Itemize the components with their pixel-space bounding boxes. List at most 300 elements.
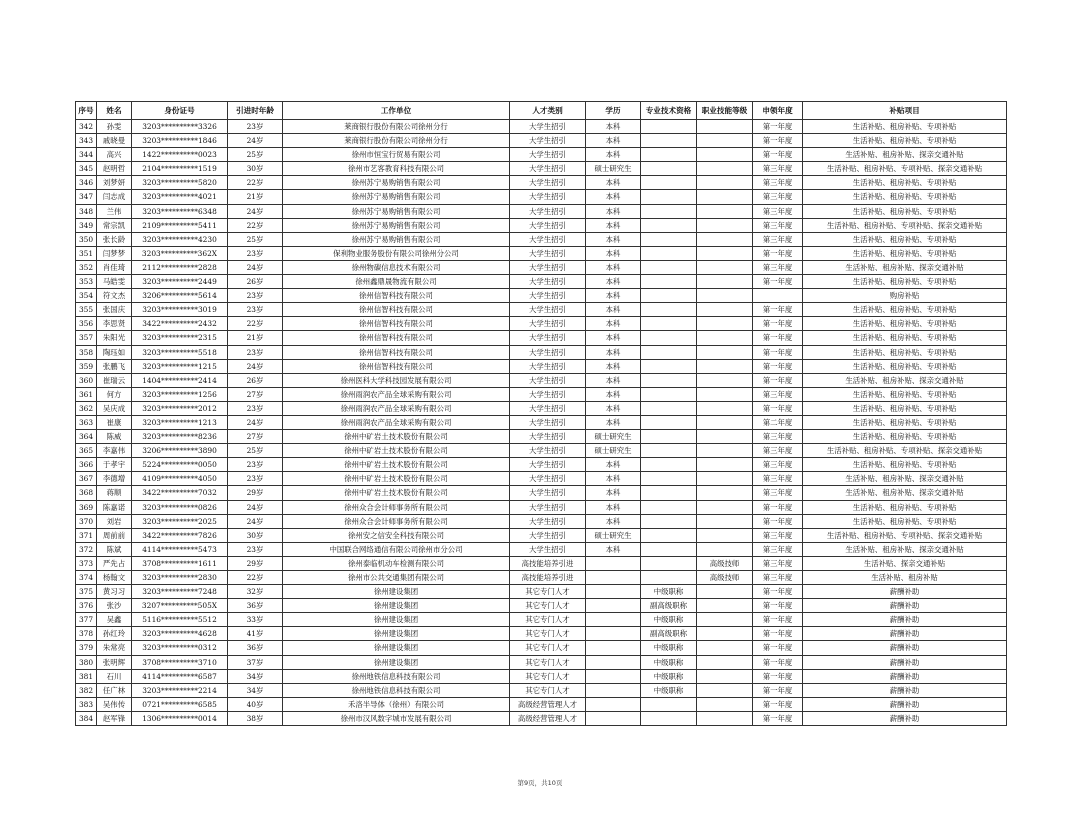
table-cell: 3203**********6348 (132, 204, 228, 218)
table-cell: 徐州建设集团 (283, 613, 510, 627)
table-cell: 40岁 (228, 697, 283, 711)
table-row (76, 585, 1007, 599)
table-cell: 3203**********2315 (132, 331, 228, 345)
table-cell: 大学生招引 (510, 331, 586, 345)
table-cell: 25岁 (228, 232, 283, 246)
table-cell: 26岁 (228, 275, 283, 289)
table-row (76, 401, 1007, 415)
table-cell: 第一年度 (753, 303, 803, 317)
table-cell: 高级技师 (697, 556, 753, 570)
table-row (76, 359, 1007, 373)
table-cell: 23岁 (228, 303, 283, 317)
table-row (76, 697, 1007, 711)
table-cell: 41岁 (228, 627, 283, 641)
table-cell: 闫志成 (97, 190, 132, 204)
table-cell (697, 528, 753, 542)
table-cell: 高级经营管理人才 (510, 697, 586, 711)
table-cell: 徐州建设集团 (283, 627, 510, 641)
table-row (76, 246, 1007, 260)
table-cell (697, 232, 753, 246)
table-cell: 356 (76, 317, 97, 331)
table-cell: 3203**********2214 (132, 683, 228, 697)
table-cell: 第一年度 (753, 683, 803, 697)
table-cell: 第一年度 (753, 246, 803, 260)
table-cell: 374 (76, 571, 97, 585)
table-cell: 黄习习 (97, 585, 132, 599)
column-header: 专业技术资格 (641, 102, 697, 120)
table-cell: 马皓雯 (97, 275, 132, 289)
table-cell: 陈威 (97, 430, 132, 444)
table-cell (697, 472, 753, 486)
table-cell: 24岁 (228, 359, 283, 373)
table-cell: 徐州地铁信息科技有限公司 (283, 683, 510, 697)
table-cell: 戚晓曼 (97, 134, 132, 148)
table-cell: 生活补贴、租房补贴、探亲交通补贴 (803, 486, 1007, 500)
table-cell: 0721**********6585 (132, 697, 228, 711)
table-cell (697, 134, 753, 148)
table-cell: 徐州中矿岩土技术股份有限公司 (283, 430, 510, 444)
table-cell: 27岁 (228, 387, 283, 401)
table-cell (641, 514, 697, 528)
table-cell: 第三年度 (753, 430, 803, 444)
table-row (76, 556, 1007, 570)
table-cell: 357 (76, 331, 97, 345)
table-cell (697, 204, 753, 218)
table-cell: 第一年度 (753, 514, 803, 528)
table-cell: 363 (76, 415, 97, 429)
table-cell: 薪酬补助 (803, 669, 1007, 683)
table-cell: 徐州安之信安全科技有限公司 (283, 528, 510, 542)
table-cell: 348 (76, 204, 97, 218)
table-cell: 徐州雨润农产品全球采购有限公司 (283, 401, 510, 415)
table-cell: 徐州物碳信息技术有限公司 (283, 260, 510, 274)
table-cell: 莱商银行股份有限公司徐州分行 (283, 120, 510, 134)
table-cell: 23岁 (228, 401, 283, 415)
table-cell: 第一年度 (753, 345, 803, 359)
table-cell: 351 (76, 246, 97, 260)
table-cell: 342 (76, 120, 97, 134)
table-cell: 360 (76, 373, 97, 387)
table-cell (697, 275, 753, 289)
table-cell: 第一年度 (753, 711, 803, 725)
table-cell: 中级职称 (641, 613, 697, 627)
table-cell: 大学生招引 (510, 289, 586, 303)
table-cell: 其它专门人才 (510, 613, 586, 627)
table-cell (697, 345, 753, 359)
table-cell: 33岁 (228, 613, 283, 627)
table-cell (641, 204, 697, 218)
table-cell: 徐州信智科技有限公司 (283, 303, 510, 317)
table-cell: 本科 (586, 415, 641, 429)
table-cell: 第三年度 (753, 528, 803, 542)
table-cell: 346 (76, 176, 97, 190)
table-cell (641, 430, 697, 444)
table-row (76, 260, 1007, 274)
table-cell (697, 711, 753, 725)
page-footer: 第9页，共10页 (517, 779, 563, 787)
table-cell: 30岁 (228, 162, 283, 176)
table-cell: 第三年度 (753, 444, 803, 458)
table-cell: 358 (76, 345, 97, 359)
table-row (76, 669, 1007, 683)
table-cell: 张长龄 (97, 232, 132, 246)
table-cell (586, 669, 641, 683)
table-cell (697, 176, 753, 190)
table-cell (697, 303, 753, 317)
table-cell: 3203**********5518 (132, 345, 228, 359)
table-cell: 5224**********0050 (132, 458, 228, 472)
table-cell: 薪酬补助 (803, 655, 1007, 669)
table-cell: 大学生招引 (510, 232, 586, 246)
table-cell: 薪酬补助 (803, 599, 1007, 613)
table-cell: 第三年度 (753, 472, 803, 486)
table-cell: 徐州中矿岩土技术股份有限公司 (283, 444, 510, 458)
table-cell: 本科 (586, 190, 641, 204)
table-cell: 3203**********0312 (132, 641, 228, 655)
table-cell: 赵军锋 (97, 711, 132, 725)
table-cell (641, 528, 697, 542)
table-row (76, 134, 1007, 148)
table-cell: 3203**********2830 (132, 571, 228, 585)
table-cell (641, 472, 697, 486)
table-cell: 24岁 (228, 134, 283, 148)
table-cell: 3422**********7032 (132, 486, 228, 500)
table-cell: 24岁 (228, 500, 283, 514)
table-cell: 生活补贴、租房补贴、专项补贴 (803, 430, 1007, 444)
table-cell: 353 (76, 275, 97, 289)
table-cell: 第三年度 (753, 571, 803, 585)
table-cell (641, 303, 697, 317)
table-cell: 21岁 (228, 190, 283, 204)
table-cell: 高级技师 (697, 571, 753, 585)
table-cell: 硕士研究生 (586, 528, 641, 542)
table-cell: 薪酬补助 (803, 697, 1007, 711)
table-cell: 3203**********1256 (132, 387, 228, 401)
table-cell: 大学生招引 (510, 528, 586, 542)
column-header: 补贴项目 (803, 102, 1007, 120)
table-cell: 生活补贴、租房补贴、专项补贴 (803, 246, 1007, 260)
table-cell: 本科 (586, 176, 641, 190)
table-cell: 本科 (586, 275, 641, 289)
table-cell: 杨翰文 (97, 571, 132, 585)
table-row (76, 430, 1007, 444)
table-row (76, 162, 1007, 176)
table-cell: 383 (76, 697, 97, 711)
table-cell: 本科 (586, 486, 641, 500)
table-cell: 吴鑫 (97, 613, 132, 627)
table-cell (641, 134, 697, 148)
table-cell: 362 (76, 401, 97, 415)
table-cell: 其它专门人才 (510, 641, 586, 655)
table-cell: 本科 (586, 514, 641, 528)
table-cell (697, 458, 753, 472)
subsidy-roster-table (75, 101, 1007, 726)
table-cell (697, 246, 753, 260)
table-row (76, 514, 1007, 528)
table-cell: 第三年度 (753, 486, 803, 500)
table-cell: 21岁 (228, 331, 283, 345)
table-cell: 大学生招引 (510, 218, 586, 232)
table-cell: 23岁 (228, 289, 283, 303)
table-cell: 3203**********1215 (132, 359, 228, 373)
table-cell: 徐州众合会计师事务所有限公司 (283, 514, 510, 528)
table-cell: 大学生招引 (510, 486, 586, 500)
table-cell: 常宗凯 (97, 218, 132, 232)
table-cell (586, 641, 641, 655)
table-cell (697, 542, 753, 556)
table-cell: 徐州雨润农产品全球采购有限公司 (283, 415, 510, 429)
table-cell: 第一年度 (753, 599, 803, 613)
table-cell: 徐州信智科技有限公司 (283, 359, 510, 373)
table-cell: 382 (76, 683, 97, 697)
header-row (76, 102, 1007, 120)
table-cell (697, 260, 753, 274)
table-cell: 347 (76, 190, 97, 204)
table-cell (641, 542, 697, 556)
table-cell: 生活补贴、租房补贴、专项补贴 (803, 232, 1007, 246)
table-cell: 1422**********0023 (132, 148, 228, 162)
table-row (76, 176, 1007, 190)
table-cell: 大学生招引 (510, 472, 586, 486)
table-cell (641, 458, 697, 472)
table-cell: 36岁 (228, 599, 283, 613)
table-cell: 生活补贴、租房补贴、专项补贴 (803, 387, 1007, 401)
table-cell: 344 (76, 148, 97, 162)
table-cell: 3203**********3326 (132, 120, 228, 134)
table-cell: 硕士研究生 (586, 162, 641, 176)
table-cell: 大学生招引 (510, 260, 586, 274)
table-cell: 第一年度 (753, 373, 803, 387)
table-cell: 徐州泰临机动车检测有限公司 (283, 556, 510, 570)
table-cell (697, 585, 753, 599)
table-cell: 第一年度 (753, 585, 803, 599)
table-cell: 崔瑞云 (97, 373, 132, 387)
table-cell: 3708**********3710 (132, 655, 228, 669)
table-cell: 大学生招引 (510, 458, 586, 472)
table-row (76, 218, 1007, 232)
table-row (76, 627, 1007, 641)
table-cell: 371 (76, 528, 97, 542)
table-cell: 大学生招引 (510, 345, 586, 359)
table-cell: 第一年度 (753, 697, 803, 711)
table-cell (641, 359, 697, 373)
table-cell (641, 345, 697, 359)
table-cell: 高技能培养引进 (510, 571, 586, 585)
table-cell: 大学生招引 (510, 373, 586, 387)
table-cell: 生活补贴、租房补贴、专项补贴 (803, 275, 1007, 289)
table-cell: 生活补贴、租房补贴、专项补贴 (803, 359, 1007, 373)
table-cell: 第三年度 (753, 232, 803, 246)
table-cell (697, 444, 753, 458)
table-cell: 徐州信智科技有限公司 (283, 317, 510, 331)
table-cell: 3203**********362X (132, 246, 228, 260)
table-cell: 4109**********4050 (132, 472, 228, 486)
table-cell: 赵明哲 (97, 162, 132, 176)
table-cell: 吴伟传 (97, 697, 132, 711)
table-cell: 366 (76, 458, 97, 472)
table-cell: 3203**********4230 (132, 232, 228, 246)
column-header: 职业技能等级 (697, 102, 753, 120)
table-cell (641, 401, 697, 415)
table-cell: 37岁 (228, 655, 283, 669)
table-cell: 生活补贴、租房补贴、专项补贴 (803, 345, 1007, 359)
table-cell: 3203**********7248 (132, 585, 228, 599)
table-cell: 第三年度 (753, 218, 803, 232)
table-cell: 364 (76, 430, 97, 444)
table-cell: 349 (76, 218, 97, 232)
table-cell: 生活补贴、租房补贴、专项补贴、探亲交通补贴 (803, 218, 1007, 232)
table-cell: 徐州苏宁易购销售有限公司 (283, 218, 510, 232)
table-cell: 第一年度 (753, 359, 803, 373)
table-cell: 大学生招引 (510, 430, 586, 444)
table-body (76, 120, 1007, 726)
table-row (76, 317, 1007, 331)
table-cell (697, 683, 753, 697)
table-cell: 3203**********5820 (132, 176, 228, 190)
table-cell: 352 (76, 260, 97, 274)
table-cell (586, 683, 641, 697)
table-cell: 徐州建设集团 (283, 641, 510, 655)
table-cell: 23岁 (228, 246, 283, 260)
table-cell: 本科 (586, 500, 641, 514)
table-cell: 25岁 (228, 148, 283, 162)
table-row (76, 204, 1007, 218)
table-cell (697, 430, 753, 444)
table-cell: 36岁 (228, 641, 283, 655)
table-cell: 38岁 (228, 711, 283, 725)
table-cell (697, 148, 753, 162)
table-cell: 23岁 (228, 345, 283, 359)
table-cell: 3203**********4628 (132, 627, 228, 641)
table-row (76, 528, 1007, 542)
table-cell: 373 (76, 556, 97, 570)
table-cell: 365 (76, 444, 97, 458)
table-cell (753, 289, 803, 303)
column-header: 身份证号 (132, 102, 228, 120)
table-cell: 379 (76, 641, 97, 655)
table-row (76, 500, 1007, 514)
table-cell: 中级职称 (641, 683, 697, 697)
table-cell (697, 289, 753, 303)
table-row (76, 655, 1007, 669)
table-cell: 3206**********3890 (132, 444, 228, 458)
table-cell: 张明辉 (97, 655, 132, 669)
table-cell: 严先占 (97, 556, 132, 570)
table-cell: 大学生招引 (510, 120, 586, 134)
table-row (76, 415, 1007, 429)
table-cell: 29岁 (228, 556, 283, 570)
table-row (76, 542, 1007, 556)
table-cell (697, 641, 753, 655)
table-row (76, 458, 1007, 472)
table-cell: 张国庆 (97, 303, 132, 317)
table-cell: 徐州信智科技有限公司 (283, 345, 510, 359)
table-cell: 高级经营管理人才 (510, 711, 586, 725)
table-cell: 大学生招引 (510, 542, 586, 556)
table-cell: 其它专门人才 (510, 655, 586, 669)
table-cell: 生活补贴、租房补贴、专项补贴 (803, 401, 1007, 415)
table-cell: 30岁 (228, 528, 283, 542)
table-cell: 2112**********2828 (132, 260, 228, 274)
table-cell (586, 556, 641, 570)
column-header: 引进时年龄 (228, 102, 283, 120)
table-cell: 第一年度 (753, 500, 803, 514)
table-cell: 本科 (586, 246, 641, 260)
table-cell: 李德增 (97, 472, 132, 486)
table-cell: 大学生招引 (510, 317, 586, 331)
table-cell: 徐州鑫鼎晟物流有限公司 (283, 275, 510, 289)
table-cell (586, 697, 641, 711)
table-cell: 大学生招引 (510, 387, 586, 401)
table-cell: 第三年度 (753, 556, 803, 570)
table-cell: 生活补贴、租房补贴、探亲交通补贴 (803, 542, 1007, 556)
table-cell: 23岁 (228, 458, 283, 472)
table-cell: 本科 (586, 542, 641, 556)
table-cell (641, 697, 697, 711)
table-cell: 薪酬补助 (803, 683, 1007, 697)
table-cell (641, 373, 697, 387)
table-cell: 大学生招引 (510, 148, 586, 162)
table-cell: 徐州信智科技有限公司 (283, 331, 510, 345)
table-cell (641, 162, 697, 176)
table-cell (697, 415, 753, 429)
table-cell: 22岁 (228, 176, 283, 190)
table-cell (641, 176, 697, 190)
table-cell: 生活补贴、租房补贴、专项补贴、探亲交通补贴 (803, 444, 1007, 458)
table-cell: 本科 (586, 387, 641, 401)
table-cell: 大学生招引 (510, 176, 586, 190)
table-cell: 兰伟 (97, 204, 132, 218)
table-cell (641, 317, 697, 331)
table-cell: 孙红玲 (97, 627, 132, 641)
table-cell: 本科 (586, 218, 641, 232)
table-cell: 368 (76, 486, 97, 500)
table-cell (697, 218, 753, 232)
table-cell: 中国联合网络通信有限公司徐州市分公司 (283, 542, 510, 556)
table-cell: 本科 (586, 317, 641, 331)
table-cell: 1404**********2414 (132, 373, 228, 387)
table-cell: 24岁 (228, 260, 283, 274)
table-cell: 3203**********4021 (132, 190, 228, 204)
table-cell (641, 289, 697, 303)
table-cell: 26岁 (228, 373, 283, 387)
table-cell: 3422**********2432 (132, 317, 228, 331)
table-cell: 石川 (97, 669, 132, 683)
table-cell: 本科 (586, 204, 641, 218)
table-cell: 徐州苏宁易购销售有限公司 (283, 232, 510, 246)
table-cell: 32岁 (228, 585, 283, 599)
table-cell: 其它专门人才 (510, 669, 586, 683)
table-cell (697, 317, 753, 331)
table-cell: 徐州苏宁易购销售有限公司 (283, 176, 510, 190)
table-row (76, 303, 1007, 317)
table-cell (641, 500, 697, 514)
table-cell: 大学生招引 (510, 162, 586, 176)
table-cell: 李嘉伟 (97, 444, 132, 458)
table-cell: 23岁 (228, 120, 283, 134)
table-cell: 生活补贴、租房补贴、专项补贴 (803, 514, 1007, 528)
table-cell: 徐州市艺客教育科技有限公司 (283, 162, 510, 176)
table-cell: 24岁 (228, 415, 283, 429)
column-header: 姓名 (97, 102, 132, 120)
table-cell: 生活补贴、租房补贴、专项补贴 (803, 415, 1007, 429)
table-cell: 361 (76, 387, 97, 401)
table-cell: 大学生招引 (510, 500, 586, 514)
table-cell (697, 387, 753, 401)
table-cell (697, 120, 753, 134)
table-cell: 徐州市公共交通集团有限公司 (283, 571, 510, 585)
table-cell (586, 613, 641, 627)
